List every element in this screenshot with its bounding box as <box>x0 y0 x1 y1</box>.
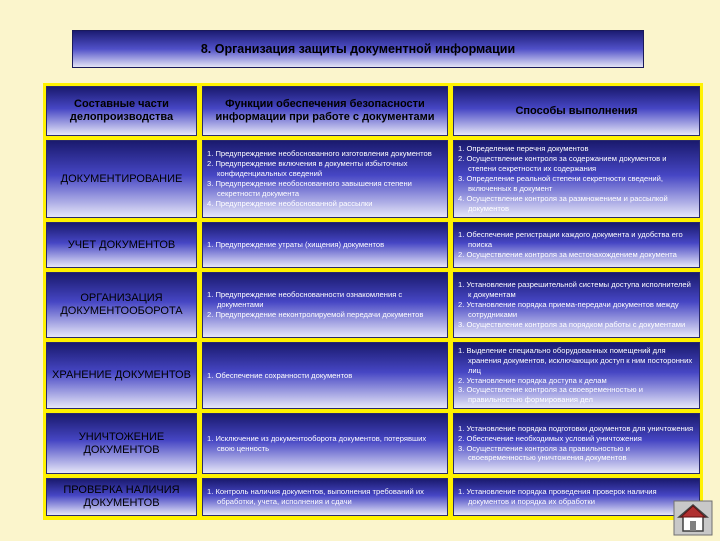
header-functions-text: Функции обеспечения безопасности информации при работе с документами <box>215 98 435 123</box>
method-item: 1. Обеспечение регистрации каждого документа и удобства его поиска <box>458 230 683 250</box>
row-methods <box>453 342 700 409</box>
function-item: 2. Предупреждение неконтролируемой передачи документов <box>207 309 424 319</box>
row-functions <box>202 272 448 338</box>
method-item: 2. Осуществление контроля за содержанием документов и степени секретности их содержания <box>458 154 667 174</box>
row-part-text: ДОКУМЕНТИРОВАНИЕ <box>60 172 183 185</box>
header-methods <box>453 86 700 136</box>
method-item: 4. Осуществление контроля за размножением и рассылкой документов <box>458 193 668 213</box>
row-functions <box>202 222 448 268</box>
method-item: 1. Установление порядка проведения проверок наличия документов и порядка их обработки <box>458 487 657 506</box>
row-part <box>46 478 197 516</box>
header-parts <box>46 86 197 136</box>
method-item: 1. Определение перечня документов <box>458 144 589 154</box>
header-parts-text: Составные части делопроизводства <box>69 98 174 123</box>
row-part <box>46 342 197 409</box>
function-item: 1. Предупреждение необоснованного изготовления документов <box>207 149 432 159</box>
function-item: 1. Контроль наличия документов, выполнения требований их обработки, учета, исполнения и сдачи <box>207 487 424 506</box>
method-item: 1. Выделение специально оборудованных помещений для хранения документов, исключающих доступ к ним посторонних лиц <box>458 345 693 375</box>
row-methods <box>453 413 700 474</box>
header-functions <box>202 86 448 136</box>
row-methods <box>453 272 700 338</box>
row-functions <box>202 413 448 474</box>
function-item: 3. Предупреждение необоснованного завышения степени секретности документа <box>207 179 412 198</box>
row-part-text: ОРГАНИЗАЦИЯ ДОКУМЕНТООБОРОТА <box>60 292 183 317</box>
header-methods-text: Способы выполнения <box>515 104 638 117</box>
function-item: 2. Предупреждение включения в документы избыточных конфиденциальных сведений <box>207 159 408 179</box>
method-item: 2. Обеспечение необходимых условий уничтожения <box>458 433 642 443</box>
method-item: 3. Осуществление контроля за правильностью и своевременностью уничтожения документов <box>458 443 630 463</box>
function-item: 4. Предупреждение необоснованной рассылки <box>207 198 373 208</box>
page-title-text: 8. Организация защиты документной информации <box>200 42 516 56</box>
row-part <box>46 140 197 218</box>
row-methods <box>453 478 700 516</box>
function-item: 1. Обеспечение сохранности документов <box>207 370 353 380</box>
row-functions <box>202 342 448 409</box>
row-part <box>46 413 197 474</box>
function-item: 1. Предупреждение утраты (хищения) документов <box>207 240 385 250</box>
security-table <box>43 83 703 520</box>
method-item: 2. Установление порядка доступа к делам <box>458 375 607 385</box>
row-part-text: ХРАНЕНИЕ ДОКУМЕНТОВ <box>52 369 191 381</box>
row-functions <box>202 140 448 218</box>
home-icon[interactable] <box>673 500 713 536</box>
method-item: 3. Осуществление контроля за своевременностью и правильностью формирования дел <box>458 385 643 405</box>
function-item: 1. Исключение из документооборота документов, потерявших свою ценность <box>207 433 427 453</box>
row-methods <box>453 222 700 268</box>
method-item: 1. Установление разрешительной системы доступа исполнителей к документам <box>458 280 691 300</box>
method-item: 3. Осуществление контроля за порядком работы с документами <box>458 319 686 329</box>
row-part-text: УЧЕТ ДОКУМЕНТОВ <box>67 238 176 251</box>
method-item: 3. Определение реальной степени секретности сведений, включенных в документ <box>458 174 663 193</box>
method-item: 2. Установление порядка приема-передачи документов между сотрудниками <box>458 300 679 319</box>
row-part-text: УНИЧТОЖЕНИЕ ДОКУМЕНТОВ <box>78 430 165 456</box>
row-part <box>46 272 197 338</box>
row-part <box>46 222 197 268</box>
method-item: 2. Осуществление контроля за местонахождением документа <box>458 249 677 259</box>
row-part-text: ПРОВЕРКА НАЛИЧИЯ ДОКУМЕНТОВ <box>63 484 180 509</box>
page-title <box>72 30 644 68</box>
row-functions <box>202 478 448 516</box>
row-methods <box>453 140 700 218</box>
function-item: 1. Предупреждение необоснованности ознакомления с документами <box>207 290 403 310</box>
method-item: 1. Установление порядка подготовки документов для уничтожения <box>458 423 694 433</box>
